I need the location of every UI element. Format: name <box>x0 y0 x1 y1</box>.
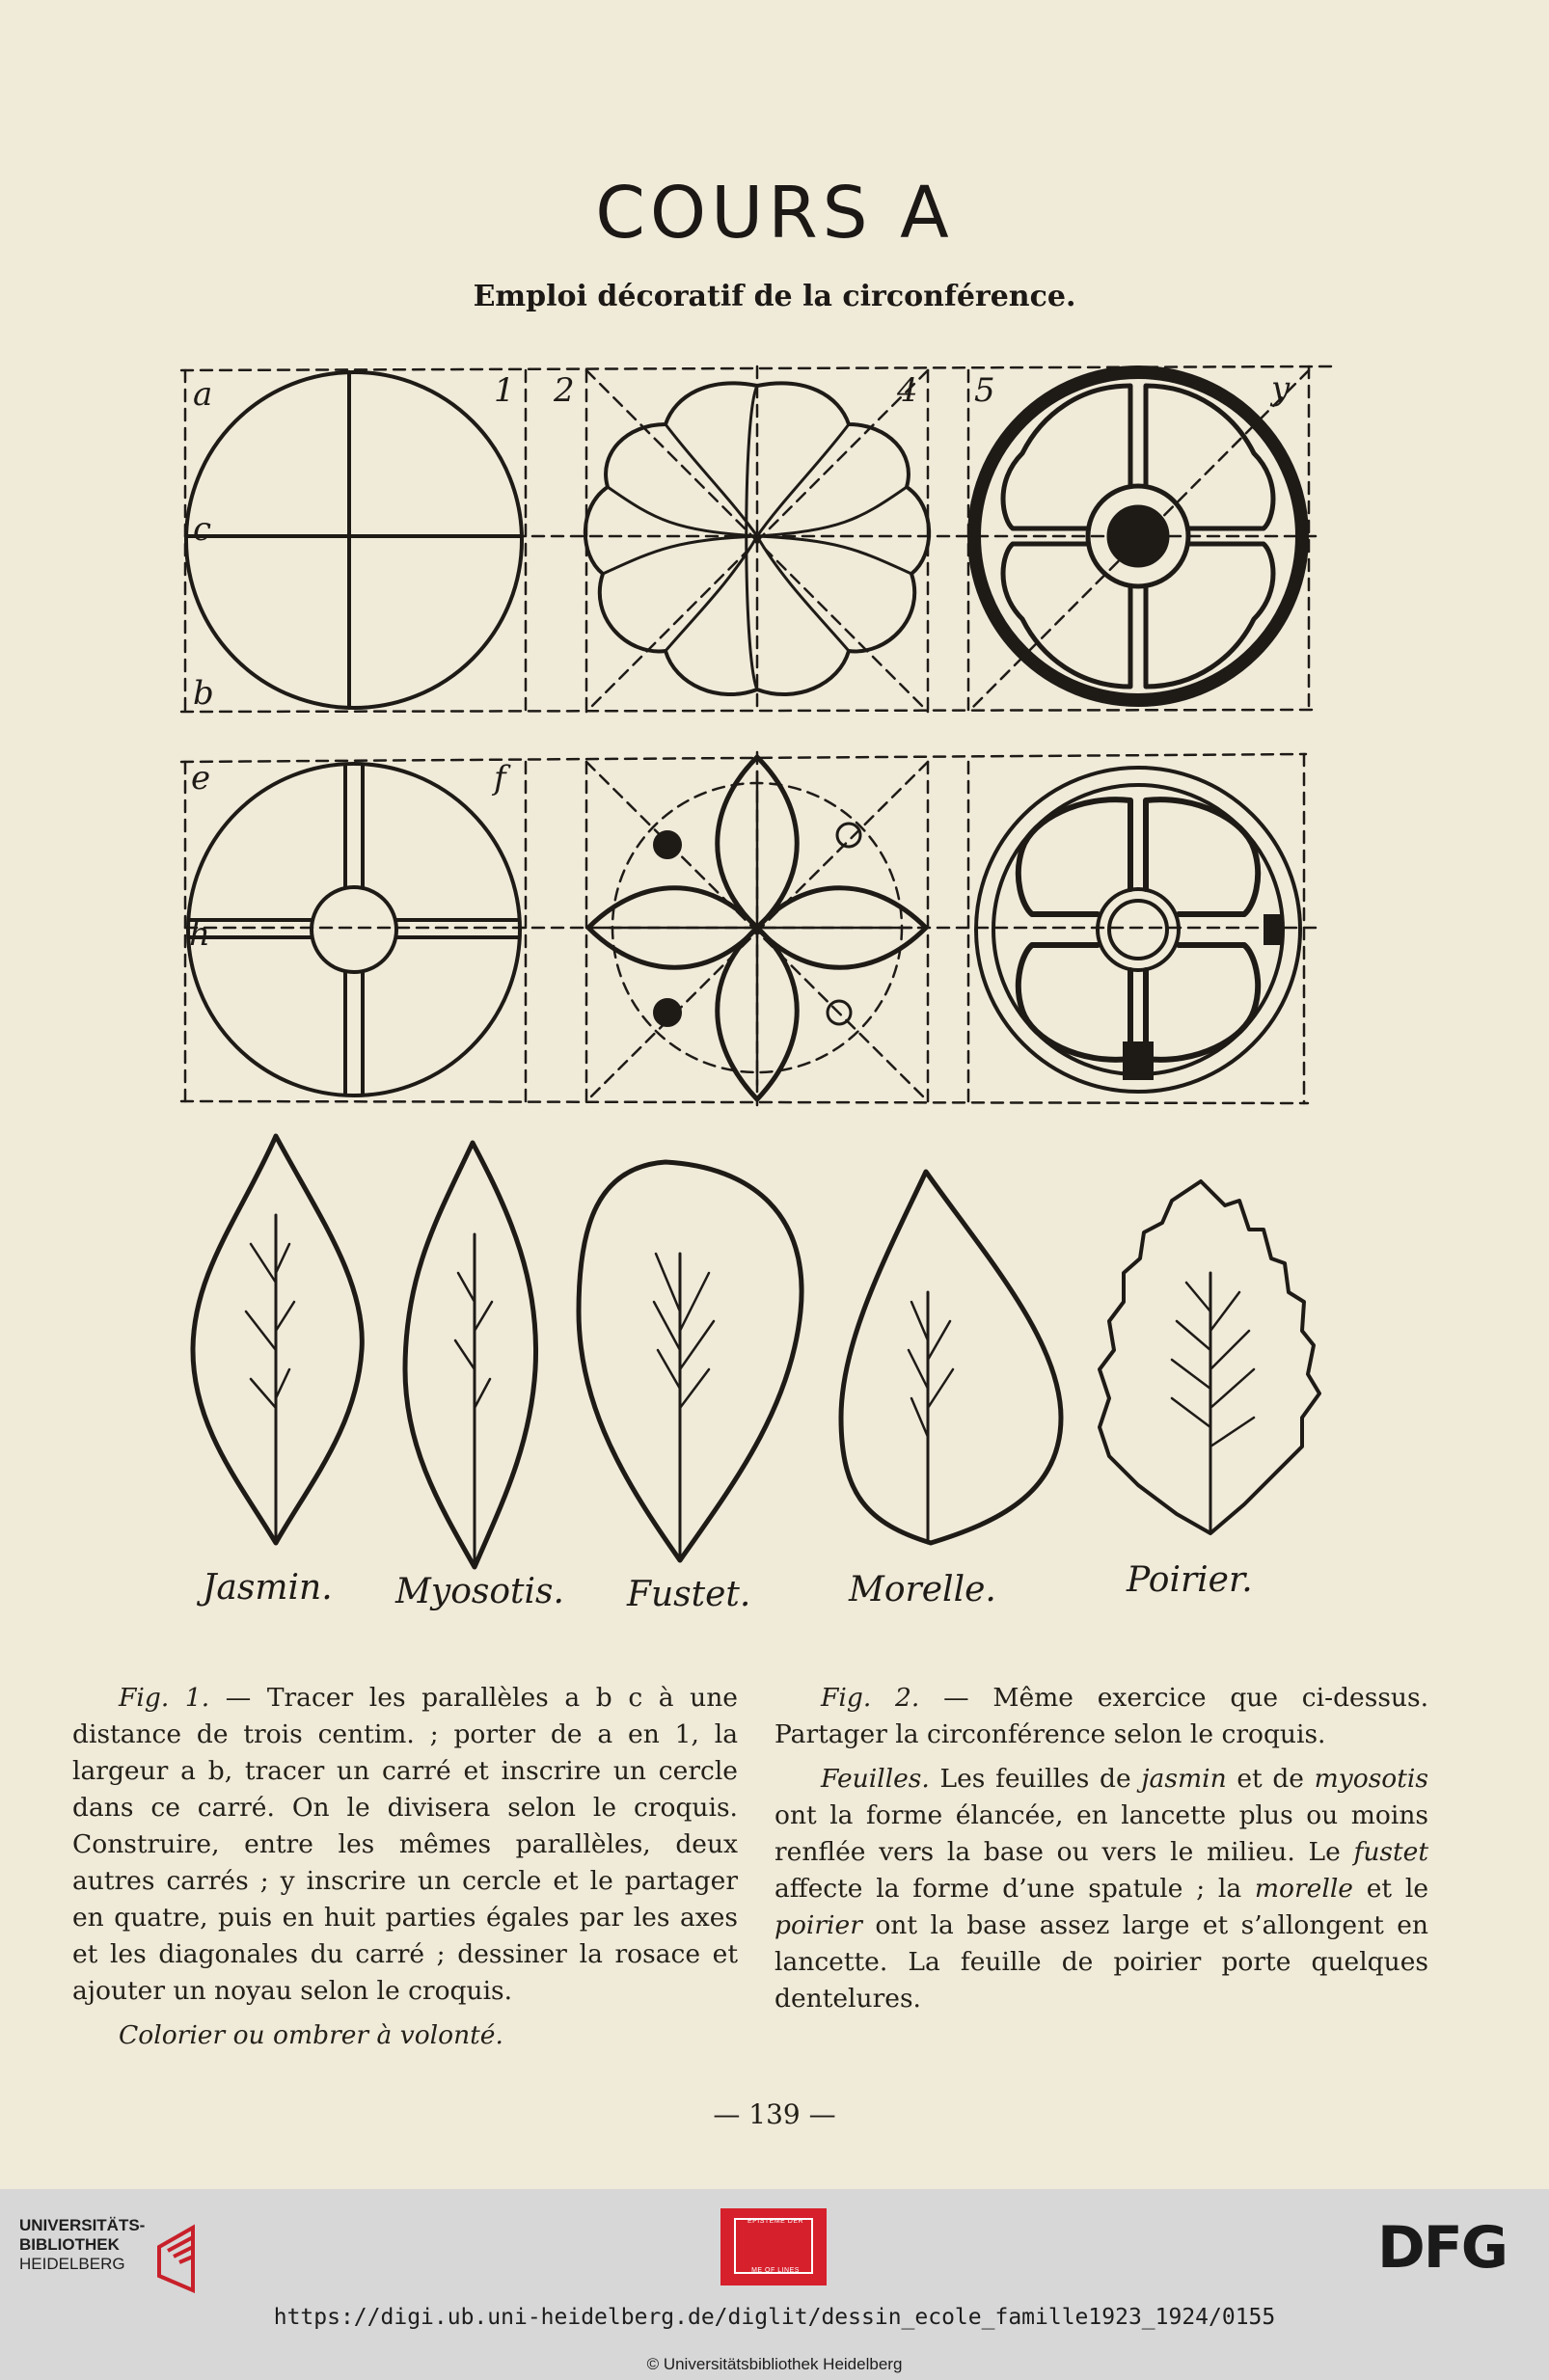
leaves-text-5: et le <box>1353 1874 1428 1904</box>
leaf-label-morelle: Morelle. <box>849 1570 996 1609</box>
label-h: h <box>189 915 210 954</box>
leaf-jasmin <box>193 1136 362 1543</box>
leaves-word-myosotis: myosotis <box>1314 1764 1428 1794</box>
leaf-fustet <box>579 1162 802 1560</box>
label-y: y <box>1271 369 1291 408</box>
leaves-label: Feuilles. <box>821 1764 930 1794</box>
library-name-line3: HEIDELBERG <box>19 2255 125 2273</box>
label-a: a <box>193 375 213 414</box>
label-2: 2 <box>554 371 575 410</box>
leaf-label-fustet: Fustet. <box>627 1575 751 1614</box>
leaf-label-jasmin: Jasmin. <box>203 1568 333 1608</box>
library-name-line2: BIBLIOTHEK <box>19 2235 120 2254</box>
leaf-poirier <box>1100 1181 1319 1533</box>
university-library-logo[interactable] <box>19 2216 231 2293</box>
leaves-word-jasmin: jasmin <box>1141 1764 1227 1794</box>
fig2-body: — Même exercice que ci-dessus. Partager la circonférence selon le croquis. <box>774 1683 1429 1749</box>
label-b: b <box>193 674 214 713</box>
dfg-logo[interactable]: DFG <box>1377 2214 1508 2282</box>
library-emblem-icon <box>154 2218 231 2295</box>
page-number: — 139 — <box>713 2098 836 2130</box>
episteme-logo[interactable] <box>720 2208 827 2285</box>
double-ring-rosette <box>976 768 1300 1092</box>
leaf-morelle <box>841 1172 1061 1543</box>
fig1-color-note: Colorier ou ombrer à volonté. <box>119 2020 503 2050</box>
fig2-label: Fig. 2. <box>821 1683 920 1713</box>
episteme-frame <box>734 2218 813 2274</box>
circle-quartered <box>186 372 522 708</box>
episteme-bottom-text: ME OF LINES <box>751 2267 800 2274</box>
leaves-text-4: affecte la forme d’une spatule ; la <box>774 1874 1255 1904</box>
fig2-instructions <box>774 1680 1428 2017</box>
circle-double-cross <box>188 764 520 1095</box>
fig1-label: Fig. 1. <box>119 1683 210 1713</box>
leaf-label-poirier: Poirier. <box>1127 1560 1253 1600</box>
leaves-word-morelle: morelle <box>1254 1874 1353 1904</box>
label-c: c <box>193 510 212 549</box>
label-5: 5 <box>974 371 995 410</box>
viewer-footer <box>0 2189 1549 2380</box>
leaves-text-2: et de <box>1226 1764 1315 1794</box>
label-f: f <box>494 759 506 798</box>
label-4: 4 <box>897 371 918 410</box>
permalink-url[interactable]: https://digi.ub.uni-heidelberg.de/diglit/dessin_ecole_famille1923_1924/0155 <box>273 2305 1276 2330</box>
copyright-notice: © Universitätsbibliothek Heidelberg <box>646 2355 903 2373</box>
episteme-top-text: EPISTEME DER <box>747 2218 804 2225</box>
page-title: COURS A <box>595 172 954 255</box>
leaves-text-1: Les feuilles de <box>929 1764 1142 1794</box>
leaves-text-3: ont la forme élancée, en lancette plus ou moins renflée vers la base ou vers le milieu. Le <box>774 1800 1428 1867</box>
leaves-word-poirier: poirier <box>774 1910 862 1940</box>
leaf-myosotis <box>405 1143 536 1567</box>
leaves-word-fustet: fustet <box>1353 1837 1428 1867</box>
leaf-label-myosotis: Myosotis. <box>395 1572 564 1611</box>
library-name-line1: UNIVERSITÄTS- <box>19 2216 146 2234</box>
leaf-names <box>196 1560 1253 1614</box>
leaves-text-6: ont la base assez large et s’allongent en lancette. La feuille de poirier porte quelques dentelures. <box>774 1910 1428 2014</box>
fig1-instructions <box>72 1680 738 2054</box>
label-1: 1 <box>494 371 515 410</box>
construction-letters <box>189 369 1291 954</box>
fig1-body: — Tracer les parallèles a b c à une distance de trois centim. ; porter de a en 1, la largeur a b, tracer un carré et inscrire un cercle dans ce carré. On le divisera selon le croquis. Construire, entre les mêmes parallèles, deux autres carrés ; y inscrire un cercle et le partager en quatre, puis en huit parties égales par les axes et les diagonales du carré ; dessiner la rosace et ajouter un noyau selon le croquis. <box>72 1683 738 2006</box>
page-subtitle: Emploi décoratif de la circonférence. <box>473 280 1076 313</box>
library-name <box>19 2216 145 2274</box>
label-e: e <box>191 759 211 798</box>
